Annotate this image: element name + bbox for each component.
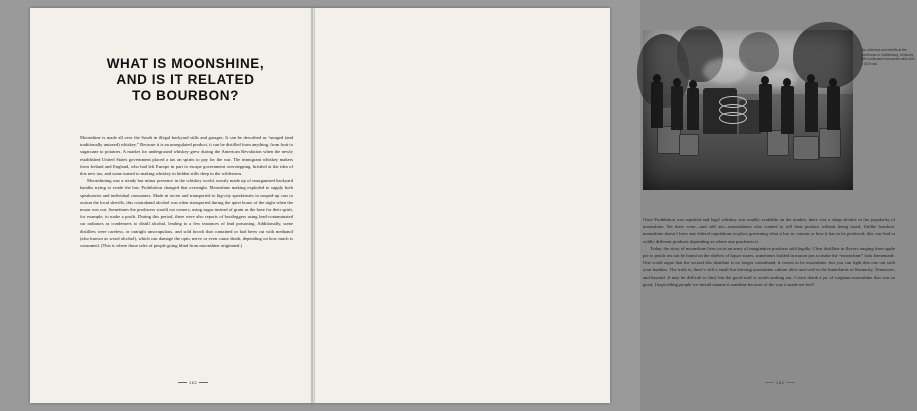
book-gutter [311,8,315,403]
folio-rule [199,382,208,383]
page-title [78,56,293,104]
page-number: 183 [776,380,785,385]
headline-line-3: TO BOURBON? [132,88,239,103]
page-number: 182 [189,380,198,385]
moonshine-still-photo [643,30,853,190]
folio-left [178,380,208,385]
left-page [30,8,313,403]
paragraph: Moonshine is made all over the South in illegal backyard stills and garages. It can be described as “unaged (and traditionally untaxed) whiskey.” Because it is an unregulated product, it can be distilled from anything, from fruit to sugarcane to potatoes. A market for underground whiskey grew during the American Revolution when the newly established United States government placed a tax on spirits to pay for the war. The immigrant whiskey makers from Ireland and England, who had left Europe in part to escape government overstepping, bristled at the idea of this new tax, and some turned to making whiskey in hidden stills deep in the wilderness. [80,135,293,177]
folio-rule [765,382,774,383]
left-body-text [80,134,293,249]
folio-rule [786,382,795,383]
headline-line-1: WHAT IS MOONSHINE, [106,56,265,71]
paragraph: Today, the story of moonshine lives on in an army of imaginative products sold legally. Clear distillate in flavors ranging from apple pie to peach tea can be found on the shelves of liquor stores, sometimes bottled in mason jars to make the “moonshine” look homemade. One could argue that the second this distillate is no longer contraband, it ceases to be moonshine, but you can fight that one out with your buddies. The truth is, there’s still a small but thriving moonshine culture alive and well in the hinterlands of Kentucky, Tennessee, and beyond. It may be difficult to find, but the good stuff is worth seeking out. I once drank a jar of sorghum moonshine that was so good, I kept telling people we should rename it sunshine because of the way it made me feel! [643,245,895,287]
photo-caption: Tax collectors and sheriffs at the courthouse in Catlettsburg, Kentucky, with confiscated moonshine stills from a 1920 raid. [861,48,915,66]
headline-line-2: AND IS IT RELATED [116,72,255,87]
folio-rule [178,382,187,383]
paragraph: Once Prohibition was repealed and legal whiskey was readily available on the market, there was a sharp decline in the popularity of moonshine. Yet there were—and still are—moonshiners who wanted to sell their product without being taxed. Unlike bourbon, moonshine doesn’t have any federal regulations in place governing what it has to contain or how it has to be produced; this can lead to wildly different products depending on where one purchases it. [643,217,895,244]
paragraph: Moonshining was a steady but minor presence in the whiskey world, mostly made up of unorganized backyard bandits trying to evade the law. Prohibition changed that overnight. Moonshine making exploded to supply both speakeasies and individual consumers. Made in secret and transported to big-city speakeasies in souped-up cars to outrun the local sheriffs, this contraband alcohol was often transported during the quiet hours of the night when the moon was out. Sometimes the producers would cut corners, using sugar instead of grain as the base for their spirit, for example, to make a profit. During this period, there were also reports of bootleggers using lead-contaminated car radiators as condensers to distill alcohol, leading to a few instances of lead poisoning. Additionally, some distillers were careless, or outright unscrupulous, and sold hooch that contained or had been cut with methanol (also known as wood alcohol), which can damage the optic nerve or even cause death, depending on how much is consumed. (This is where those tales of people going blind from moonshine originated.) [80,178,293,249]
photo-vignette [643,30,853,190]
right-page [313,8,915,403]
folio-right [765,380,795,385]
right-body-text [643,216,895,288]
